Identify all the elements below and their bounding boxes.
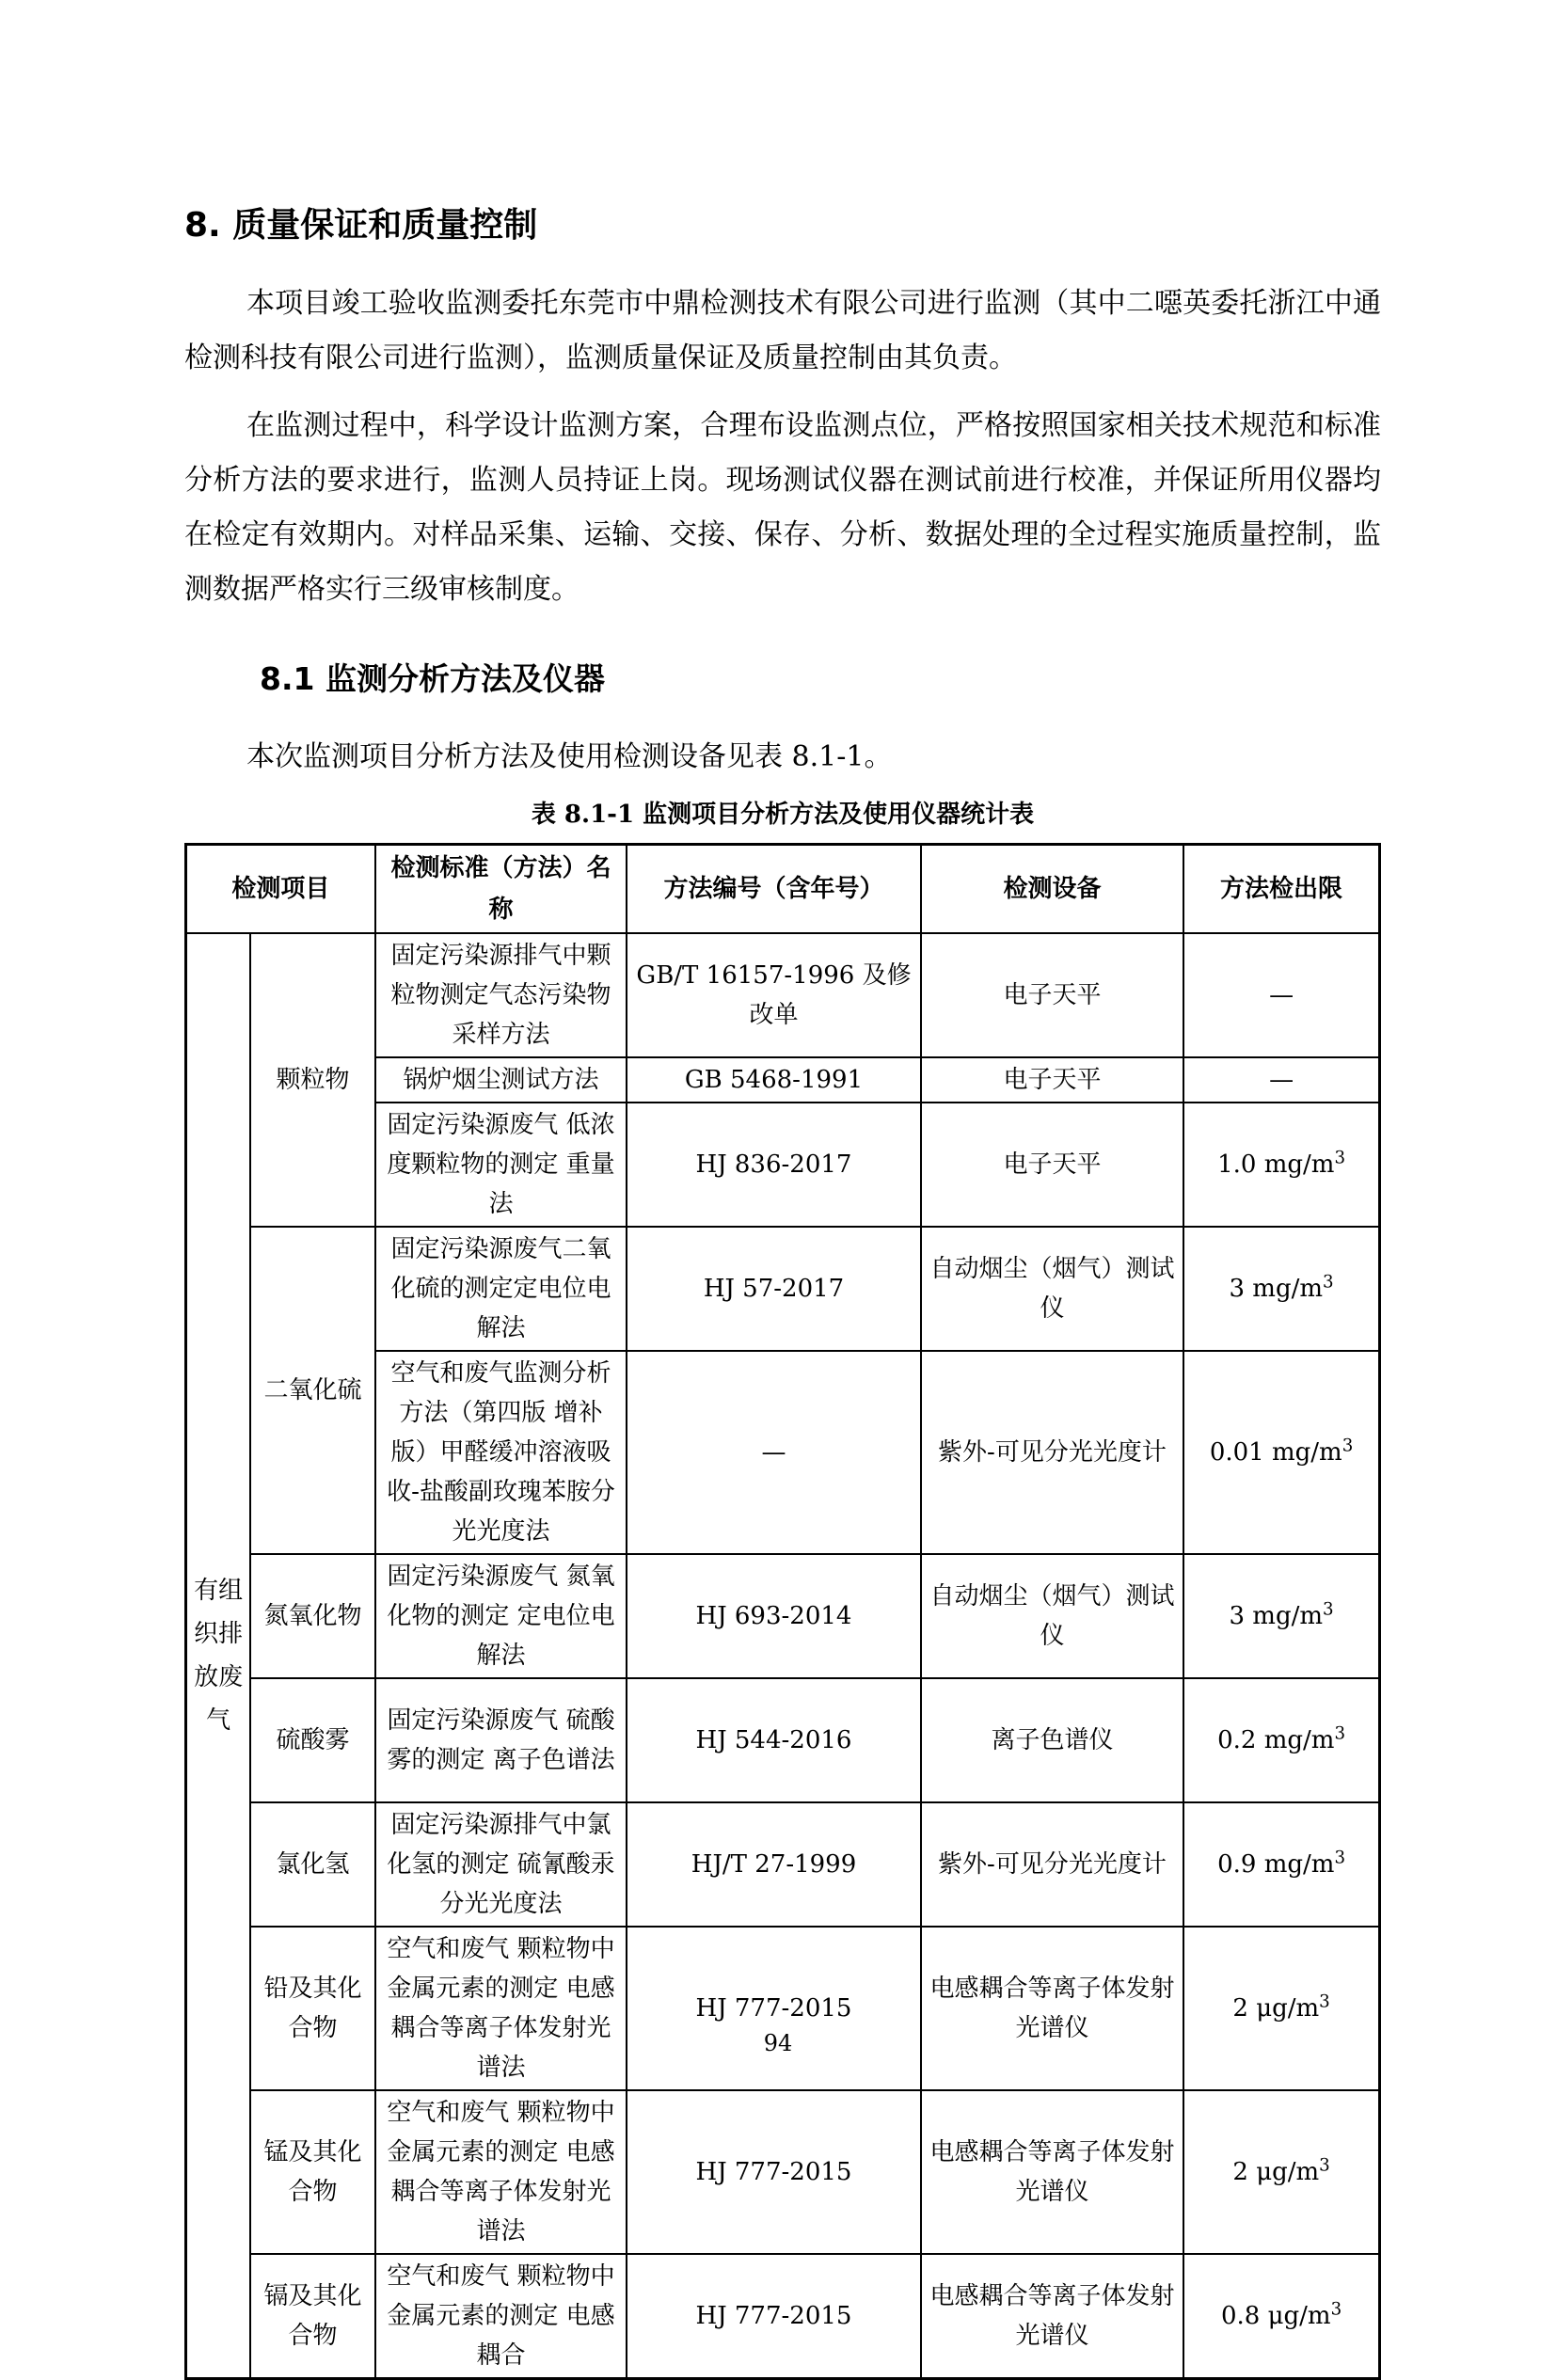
limit-value: 1.0 mg/m bbox=[1217, 1150, 1335, 1179]
code-cell: GB/T 16157-1996 及修改单 bbox=[627, 933, 921, 1057]
method-cell: 固定污染源排气中颗粒物测定气态污染物采样方法 bbox=[375, 933, 627, 1057]
limit-value: 3 mg/m bbox=[1229, 1275, 1324, 1303]
method-cell: 固定污染源废气二氧化硫的测定定电位电解法 bbox=[375, 1227, 627, 1351]
method-cell: 空气和废气 颗粒物中金属元素的测定 电感耦合 bbox=[375, 2254, 627, 2379]
device-cell: 紫外-可见分光光度计 bbox=[921, 1802, 1183, 1927]
table-row bbox=[186, 933, 1380, 1057]
limit-unit-exponent: 3 bbox=[1323, 1272, 1334, 1293]
device-cell: 电感耦合等离子体发射光谱仪 bbox=[921, 2090, 1183, 2254]
limit-unit-exponent: 3 bbox=[1342, 1436, 1354, 1456]
limit-cell bbox=[1183, 1678, 1379, 1802]
item-cell: 氮氧化物 bbox=[250, 1554, 375, 1678]
code-cell: HJ 777-2015 bbox=[627, 2254, 921, 2379]
limit-cell bbox=[1183, 1351, 1379, 1554]
limit-value: — bbox=[1269, 1066, 1294, 1094]
table-row bbox=[186, 1802, 1380, 1927]
limit-unit-exponent: 3 bbox=[1319, 1991, 1330, 2012]
device-cell: 自动烟尘（烟气）测试仪 bbox=[921, 1554, 1183, 1678]
paragraph-table-reference: 本次监测项目分析方法及使用检测设备见表 8.1-1。 bbox=[246, 740, 893, 773]
limit-cell bbox=[1183, 1103, 1379, 1227]
methods-table bbox=[184, 843, 1381, 2380]
code-cell: HJ 836-2017 bbox=[627, 1103, 921, 1227]
limit-cell bbox=[1183, 1227, 1379, 1351]
limit-cell bbox=[1183, 1057, 1379, 1103]
item-cell: 铅及其化合物 bbox=[250, 1927, 375, 2090]
device-cell: 自动烟尘（烟气）测试仪 bbox=[921, 1227, 1183, 1351]
limit-cell bbox=[1183, 2254, 1379, 2379]
header-code: 方法编号（含年号） bbox=[627, 845, 921, 934]
method-cell: 空气和废气 颗粒物中金属元素的测定 电感耦合等离子体发射光谱法 bbox=[375, 1927, 627, 2090]
header-limit: 方法检出限 bbox=[1183, 845, 1379, 934]
limit-cell bbox=[1183, 1927, 1379, 2090]
table-row bbox=[186, 2254, 1380, 2379]
item-cell: 颗粒物 bbox=[250, 933, 375, 1227]
table-row bbox=[186, 2090, 1380, 2254]
method-cell: 固定污染源废气 低浓度颗粒物的测定 重量法 bbox=[375, 1103, 627, 1227]
code-cell: — bbox=[627, 1351, 921, 1554]
table-header-row bbox=[186, 845, 1380, 934]
limit-value: 2 μg/m bbox=[1232, 2158, 1320, 2186]
limit-value: 0.9 mg/m bbox=[1217, 1850, 1335, 1879]
item-cell: 氯化氢 bbox=[250, 1802, 375, 1927]
limit-unit-exponent: 3 bbox=[1330, 2299, 1342, 2320]
limit-unit-exponent: 3 bbox=[1334, 1848, 1346, 1868]
header-device: 检测设备 bbox=[921, 845, 1183, 934]
limit-value: 2 μg/m bbox=[1232, 1994, 1320, 2023]
method-cell: 固定污染源排气中氯化氢的测定 硫氰酸汞分光光度法 bbox=[375, 1802, 627, 1927]
device-cell: 紫外-可见分光光度计 bbox=[921, 1351, 1183, 1554]
device-cell: 离子色谱仪 bbox=[921, 1678, 1183, 1802]
header-item: 检测项目 bbox=[186, 845, 375, 934]
method-cell: 固定污染源废气 硫酸雾的测定 离子色谱法 bbox=[375, 1678, 627, 1802]
device-cell: 电子天平 bbox=[921, 933, 1183, 1057]
code-cell: HJ 57-2017 bbox=[627, 1227, 921, 1351]
subsection-heading: 8.1 监测分析方法及仪器 bbox=[260, 660, 605, 697]
limit-cell bbox=[1183, 1802, 1379, 1927]
limit-cell bbox=[1183, 1554, 1379, 1678]
limit-value: 0.01 mg/m bbox=[1209, 1438, 1342, 1467]
limit-value: — bbox=[1269, 981, 1294, 1009]
item-cell: 锰及其化合物 bbox=[250, 2090, 375, 2254]
limit-cell bbox=[1183, 933, 1379, 1057]
table-row bbox=[186, 1554, 1380, 1678]
limit-cell bbox=[1183, 2090, 1379, 2254]
method-cell: 锅炉烟尘测试方法 bbox=[375, 1057, 627, 1103]
header-method: 检测标准（方法）名称 bbox=[375, 845, 627, 934]
code-cell: HJ 777-2015 bbox=[627, 1927, 921, 2090]
method-cell: 空气和废气 颗粒物中金属元素的测定 电感耦合等离子体发射光谱法 bbox=[375, 2090, 627, 2254]
code-cell: HJ 544-2016 bbox=[627, 1678, 921, 1802]
code-cell: HJ 693-2014 bbox=[627, 1554, 921, 1678]
limit-value: 3 mg/m bbox=[1229, 1602, 1324, 1630]
code-cell: HJ 777-2015 bbox=[627, 2090, 921, 2254]
limit-value: 0.2 mg/m bbox=[1217, 1726, 1335, 1754]
item-cell: 镉及其化合物 bbox=[250, 2254, 375, 2379]
device-cell: 电子天平 bbox=[921, 1103, 1183, 1227]
paragraph-commission: 本项目竣工验收监测委托东莞市中鼎检测技术有限公司进行监测（其中二噁英委托浙江中通检测科技有限公司进行监测），监测质量保证及质量控制由其负责。 bbox=[184, 287, 1381, 374]
page-number: 94 bbox=[763, 2030, 793, 2056]
table-row bbox=[186, 1678, 1380, 1802]
table-row bbox=[186, 1927, 1380, 2090]
method-cell: 固定污染源废气 氮氧化物的测定 定电位电解法 bbox=[375, 1554, 627, 1678]
limit-value: 0.8 μg/m bbox=[1220, 2302, 1331, 2330]
code-cell: HJ/T 27-1999 bbox=[627, 1802, 921, 1927]
device-cell: 电感耦合等离子体发射光谱仪 bbox=[921, 1927, 1183, 2090]
limit-unit-exponent: 3 bbox=[1334, 1723, 1346, 1744]
method-cell: 空气和废气监测分析方法（第四版 增补版）甲醛缓冲溶液吸收-盐酸副玫瑰苯胺分光光度法 bbox=[375, 1351, 627, 1554]
category-label: 有组织排放废气 bbox=[194, 1577, 244, 1735]
device-cell: 电感耦合等离子体发射光谱仪 bbox=[921, 2254, 1183, 2379]
item-cell: 二氧化硫 bbox=[250, 1227, 375, 1554]
item-cell: 硫酸雾 bbox=[250, 1678, 375, 1802]
device-cell: 电子天平 bbox=[921, 1057, 1183, 1103]
section-heading: 8. 质量保证和质量控制 bbox=[184, 206, 538, 245]
table-caption: 表 8.1-1 监测项目分析方法及使用仪器统计表 bbox=[531, 801, 1035, 829]
paragraph-quality-process: 在监测过程中，科学设计监测方案，合理布设监测点位，严格按照国家相关技术规范和标准分析方法的要求进行，监测人员持证上岗。现场测试仪器在测试前进行校准，并保证所用仪器均在检定有效期内。对样品采集、运输、交接、保存、分析、数据处理的全过程实施质量控制，监测数据严格实行三级审核制度。 bbox=[184, 409, 1381, 606]
table-row bbox=[186, 1227, 1380, 1351]
limit-unit-exponent: 3 bbox=[1323, 1599, 1334, 1620]
limit-unit-exponent: 3 bbox=[1319, 2155, 1330, 2176]
code-cell: GB 5468-1991 bbox=[627, 1057, 921, 1103]
limit-unit-exponent: 3 bbox=[1334, 1148, 1346, 1168]
category-cell bbox=[186, 933, 251, 2379]
